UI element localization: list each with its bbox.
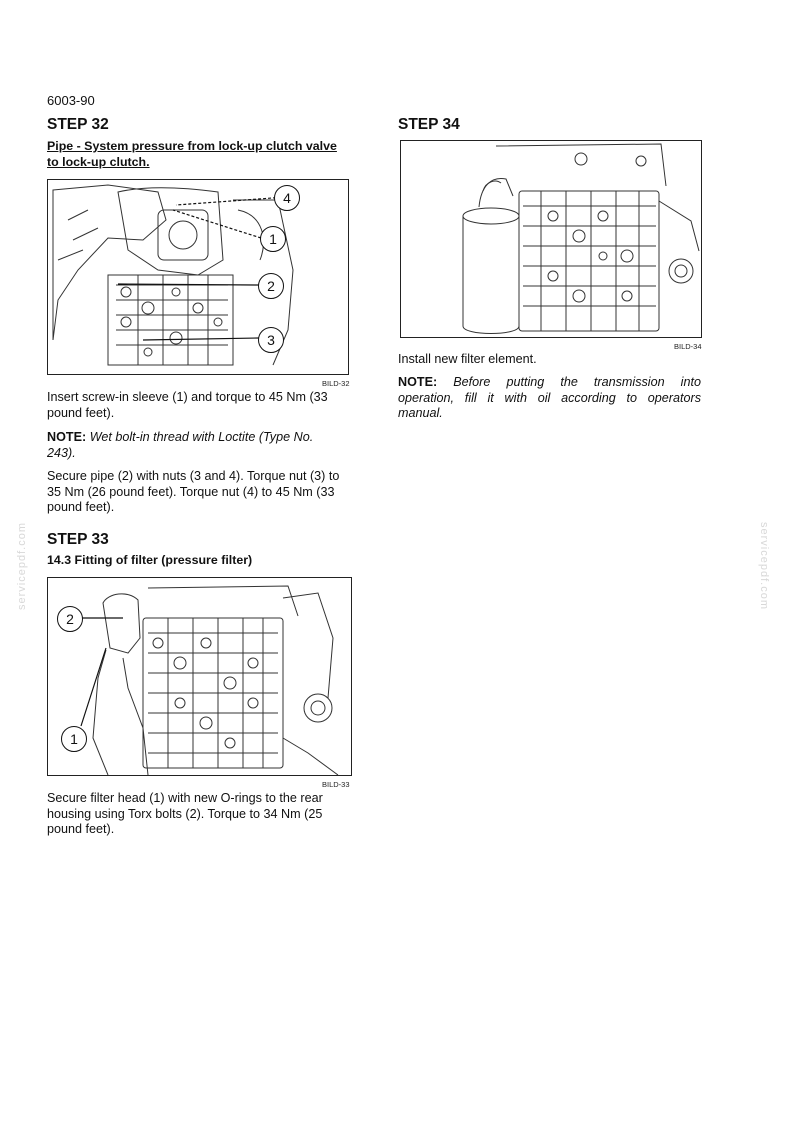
- callout-2: 2: [258, 273, 284, 299]
- figure-code-bild-34: BILD-34: [674, 342, 702, 351]
- step-34-heading: STEP 34: [398, 116, 460, 133]
- transmission-valve-illustration: [48, 180, 348, 374]
- callout-1: 1: [260, 226, 286, 252]
- step-33-subheading: 14.3 Fitting of filter (pressure filter): [47, 553, 253, 567]
- filter-element-illustration: [401, 141, 701, 337]
- step-32-note: NOTE: Wet bolt-in thread with Loctite (Type No. 243).: [47, 430, 314, 460]
- page-code: 6003-90: [47, 93, 95, 108]
- figure-bild-33: [47, 577, 352, 776]
- step-34-paragraph: Install new filter element.: [398, 352, 537, 366]
- pressure-filter-illustration: [48, 578, 351, 775]
- step-33-heading: STEP 33: [47, 531, 109, 548]
- callout-2: 2: [57, 606, 83, 632]
- callout-1: 1: [61, 726, 87, 752]
- step-34-note: NOTE: Before putting the transmission into operation, fill it with oil according to operators manual.: [398, 375, 701, 421]
- step-32-subheading: Pipe - System pressure from lock-up clutch valve to lock-up clutch.: [47, 139, 337, 169]
- watermark-right: servicepdf.com: [757, 522, 770, 610]
- step-32-heading: STEP 32: [47, 116, 109, 133]
- callout-4: 4: [274, 185, 300, 211]
- step-32-paragraph-2: Secure pipe (2) with nuts (3 and 4). Torque nut (3) to 35 Nm (26 pound feet). Torque nut (4) to 45 Nm (33 pound feet).: [47, 469, 340, 515]
- figure-bild-32: [47, 179, 349, 375]
- callout-3: 3: [258, 327, 284, 353]
- step-33-paragraph: Secure filter head (1) with new O-rings to the rear housing using Torx bolts (2). Torque to 34 Nm (25 pound feet).: [47, 791, 323, 837]
- figure-code-bild-33: BILD-33: [322, 780, 350, 789]
- figure-code-bild-32: BILD-32: [322, 379, 350, 388]
- figure-bild-34: [400, 140, 702, 338]
- watermark-left: servicepdf.com: [15, 522, 28, 610]
- step-32-paragraph-1: Insert screw-in sleeve (1) and torque to 45 Nm (33 pound feet).: [47, 390, 328, 420]
